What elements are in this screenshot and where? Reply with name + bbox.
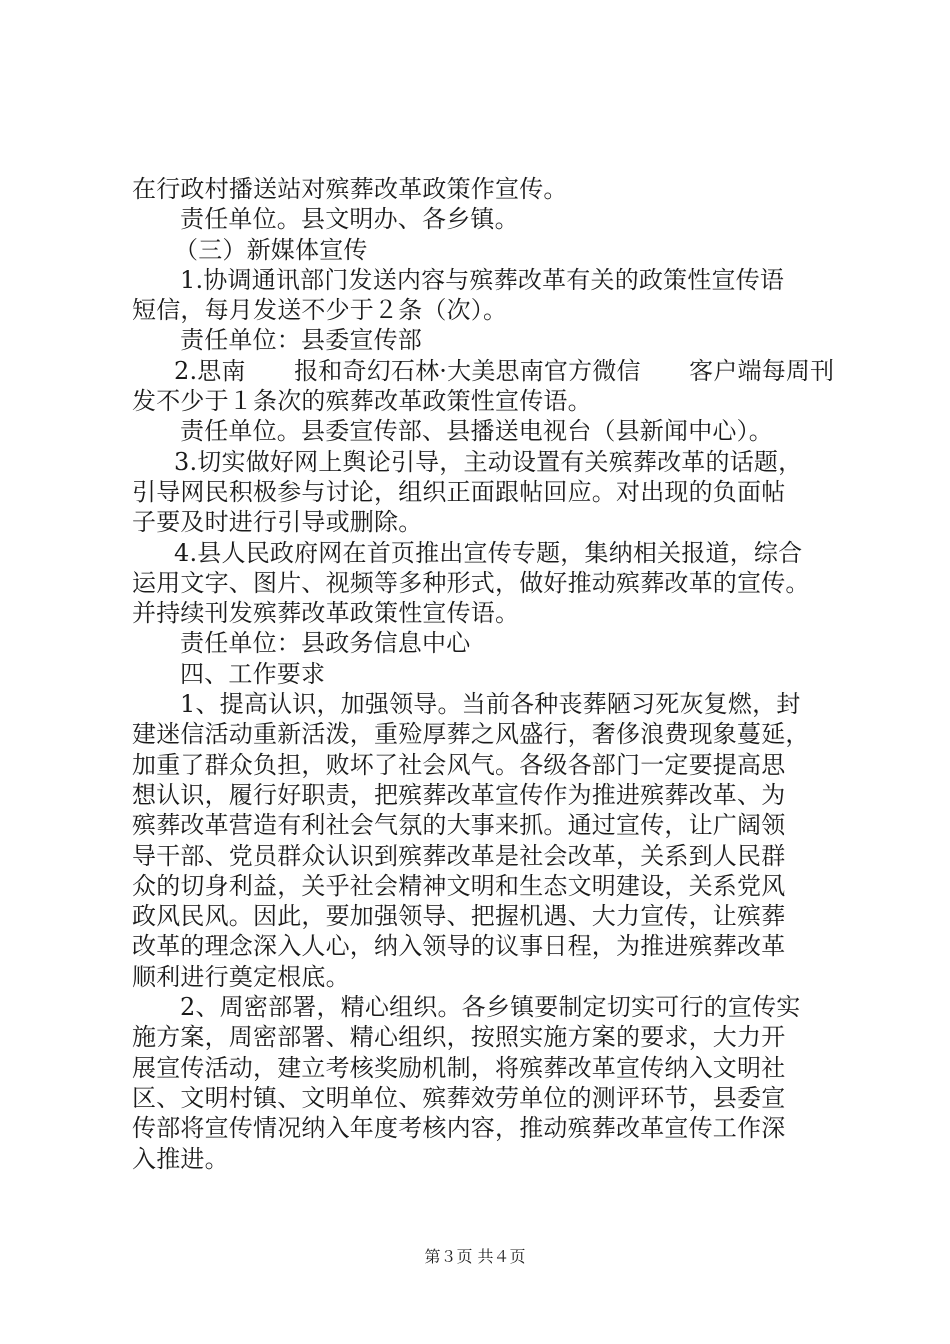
text-line: 责任单位。县委宣传部、县播送电视台（县新闻中心）。 <box>180 417 773 446</box>
text-line: 责任单位：县委宣传部 <box>180 326 422 355</box>
text-line: 2、周密部署，精心组织。各乡镇要制定切实可行的宣传实 <box>180 993 801 1022</box>
text-line: 引导网民积极参与讨论，组织正面跟帖回应。对出现的负面帖 <box>132 477 786 506</box>
text-line: 1.协调通讯部门发送内容与殡葬改革有关的政策性宣传语 <box>180 265 785 294</box>
text-line: 责任单位：县政务信息中心 <box>180 629 471 658</box>
text-line: 政风民风。因此，要加强领导、把握机遇、大力宣传，让殡葬 <box>132 902 786 931</box>
text-line: 导干部、党员群众认识到殡葬改革是社会改革，关系到人民群 <box>132 841 786 870</box>
section-heading: 四、工作要求 <box>180 659 326 688</box>
text-line: 1、提高认识，加强领导。当前各种丧葬陋习死灰复燃，封 <box>180 690 801 719</box>
text-line: 并持续刊发殡葬改革政策性宣传语。 <box>132 599 520 628</box>
text-line: 入推进。 <box>132 1144 229 1173</box>
text-line: 短信，每月发送不少于２条（次）。 <box>132 296 508 325</box>
text-line: 在行政村播送站对殡葬改革政策作宣传。 <box>132 175 568 203</box>
text-line: 2.思南 报和奇幻石林·大美思南官方微信 客户端每周刊 <box>174 356 835 385</box>
page-number-footer: 第３页 共４页 <box>424 1247 526 1266</box>
text-line: 4.县人民政府网在首页推出宣传专题，集纳相关报道，综合 <box>174 538 803 567</box>
text-line: 运用文字、图片、视频等多种形式，做好推动殡葬改革的宣传。 <box>132 568 810 597</box>
text-line: 殡葬改革营造有利社会气氛的大事来抓。通过宣传，让广阔领 <box>132 811 786 840</box>
text-line: 3.切实做好网上舆论引导，主动设置有关殡葬改革的话题， <box>174 447 803 476</box>
text-line: 施方案，周密部署、精心组织，按照实施方案的要求，大力开 <box>132 1023 786 1052</box>
text-line: 想认识，履行好职责，把殡葬改革宣传作为推进殡葬改革、为 <box>132 780 786 809</box>
text-line: 子要及时进行引导或删除。 <box>132 508 423 537</box>
text-line: 改革的理念深入人心，纳入领导的议事日程，为推进殡葬改革 <box>132 932 786 961</box>
text-line: 发不少于１条次的殡葬改革政策性宣传语。 <box>132 387 592 416</box>
text-line: 加重了群众负担，败坏了社会风气。各级各部门一定要提高思 <box>132 750 786 779</box>
text-line: 区、文明村镇、文明单位、殡葬效劳单位的测评环节，县委宣 <box>132 1083 786 1112</box>
text-line: 责任单位。县文明办、各乡镇。 <box>180 205 519 234</box>
text-line: 建迷信活动重新活泼，重殓厚葬之风盛行，奢侈浪费现象蔓延， <box>132 720 810 749</box>
section-heading: （三）新媒体宣传 <box>174 235 368 264</box>
text-line: 传部将宣传情况纳入年度考核内容，推动殡葬改革宣传工作深 <box>132 1114 786 1143</box>
document-body <box>132 174 872 1174</box>
text-line: 众的切身利益，关乎社会精神文明和生态文明建设，关系党风 <box>132 871 786 900</box>
text-line: 展宣传活动，建立考核奖励机制，将殡葬改革宣传纳入文明社 <box>132 1053 786 1082</box>
text-line: 顺利进行奠定根底。 <box>132 962 350 991</box>
